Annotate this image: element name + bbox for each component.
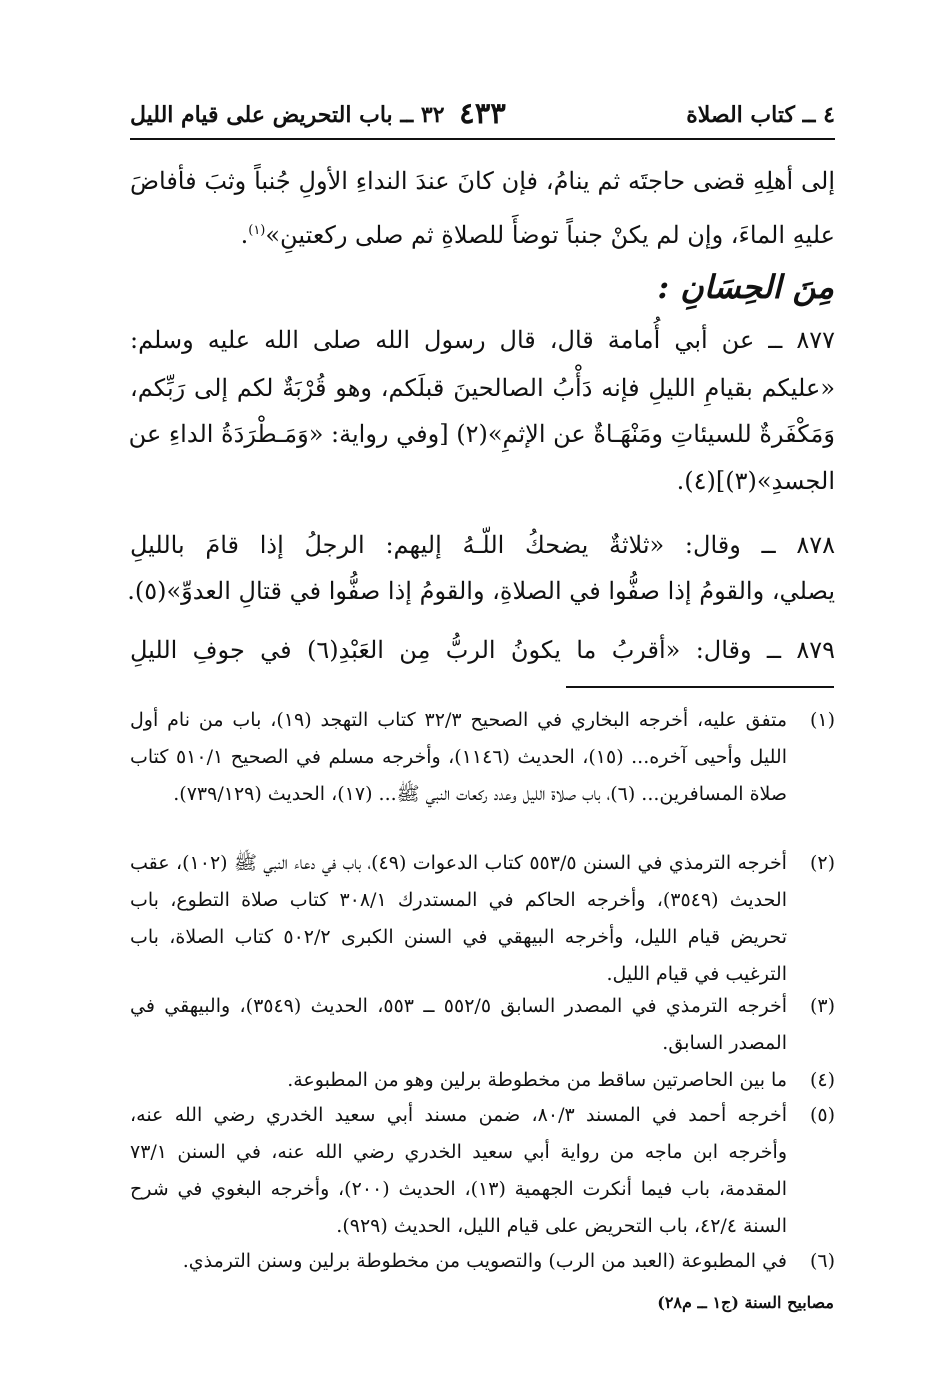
footnote-mark: (٦): [809, 1250, 835, 1272]
footnote-6: [130, 1243, 835, 1280]
footnote-text: أخرجه أحمد في المسند ٨٠/٣، ضمن مسند أبي سعيد الخدري رضي الله عنه، وأخرجه ابن ماجه من رواية أبي سعيد الخدري رضي الله عنه، في السنن ٧٣/١ المقدمة، باب فيما أنكرت الجهمية (١٣)، الحديث (٢٠٠)، وأخرجه البغوي في شرح السنة ٤٢/٤، باب التحريض على قيام الليل، الحديث (٩٢٩).: [130, 1104, 787, 1237]
hadith-878-line: يصلي، والقومُ إذا صفُّوا في الصلاةِ، والقومُ إذا صفُّوا في قتالِ العدوِّ»(٥).: [127, 577, 835, 605]
footnote-3: [130, 988, 835, 1062]
footnote-mark: (٢): [809, 852, 835, 874]
footnote-mark: (٣): [809, 995, 835, 1017]
section-title: مِنَ الحِسَانِ :: [657, 268, 834, 306]
footnote-text: في المطبوعة (العبد من الرب) والتصويب من مخطوطة برلين وسنن الترمذي.: [182, 1250, 787, 1272]
running-header: [130, 96, 835, 140]
footnote-mark: (٤): [809, 1069, 835, 1091]
text-line: إلى أهلِهِ قضى حاجتَه ثم ينامُ، فإن كانَ عندَ النداءِ الأولِ جُنباً وثبَ فأفاضَ: [130, 167, 835, 195]
footnote-4: [130, 1062, 835, 1099]
footnote-separator: [566, 686, 834, 688]
footnote-2: [130, 845, 835, 993]
footnote-5: [130, 1097, 835, 1245]
text-line: عليهِ الماءَ، وإن لم يكنْ جنباً توضأَ للصلاةِ ثم صلى ركعتينِ»$^{(١)}$.: [240, 221, 835, 249]
footnote-mark: (١): [809, 709, 835, 731]
page-number: ٤٣٣: [459, 96, 506, 130]
hadith-877-line: الجسدِ»(٣)](٤).: [676, 467, 835, 495]
header-book-title: ٤ ــ كتاب الصلاة: [686, 102, 835, 128]
text-line-content: عليهِ الماءَ، وإن لم يكنْ جنباً توضأَ للصلاةِ ثم صلى ركعتينِ»: [265, 221, 835, 249]
footnote-text: متفق عليه، أخرجه البخاري في الصحيح ٣٢/٣ كتاب التهجد (١٩)، باب من نام أول الليل وأحيى آخره... (١٥)، الحديث (١١٤٦)، وأخرجه مسلم في الصحيح ٥١٠/١ كتاب صلاة المسافرين... (٦)، باب صلاة الليل وعدد ركعات النبي ﷺ... (١٧)، الحديث (٧٣٩/١٢٩).: [130, 709, 787, 805]
footnote-text: أخرجه الترمذي في السنن ٥٥٣/٥ كتاب الدعوات (٤٩)، باب في دعاء النبي ﷺ (١٠٢)، عقب الحديث (٣٥٤٩)، وأخرجه الحاكم في المستدرك ٣٠٨/١ كتاب صلاة التطوع، باب تحريض قيام الليل، وأخرجه البيهقي في السنن الكبرى ٥٠٢/٢ كتاب الصلاة، باب الترغيب في قيام الليل.: [130, 852, 787, 985]
footnote-text: أخرجه الترمذي في المصدر السابق ٥٥٢/٥ ــ ٥٥٣، الحديث (٣٥٤٩)، والبيهقي في المصدر السابق.: [130, 995, 787, 1054]
hadith-877-line: ٨٧٧ ــ عن أبي أُمامة قال، قال رسول الله صلى الله عليه وسلم:: [130, 326, 835, 354]
header-chapter-title: ٣٢ ــ باب التحريض على قيام الليل: [130, 102, 445, 128]
footnote-mark: (٥): [809, 1104, 835, 1126]
footnote-ref: (١): [248, 223, 266, 238]
signature-note: مصابيح السنة (ج١ ــ م٢٨): [657, 1293, 834, 1312]
hadith-877-line: وَمَكْفَرةٌ للسيئاتِ ومَنْهَـاةٌ عن الإثمِ»(٢) [وفي رواية: «وَمَـطْرَدَةُ الداءِ عن: [128, 420, 835, 448]
header-rule: [130, 138, 835, 140]
hadith-878-line: ٨٧٨ ــ وقال: «ثلاثةٌ يضحكُ اللّـهُ إليهم: الرجلُ إذا قامَ بالليلِ: [130, 531, 835, 559]
hadith-879-line: ٨٧٩ ــ وقال: «أقربُ ما يكونُ الربُّ مِن العَبْدِ(٦) في جوفِ الليلِ: [130, 636, 836, 664]
footnote-1: [130, 702, 835, 813]
footnote-text: ما بين الحاصرتين ساقط من مخطوطة برلين وهو من المطبوعة.: [287, 1069, 787, 1091]
hadith-877-line: «عليكم بقيامِ الليلِ فإنه دَأْبُ الصالحينَ قبلَكم، وهو قُرْبَةٌ لكم إلى رَبِّكم،: [130, 374, 835, 402]
